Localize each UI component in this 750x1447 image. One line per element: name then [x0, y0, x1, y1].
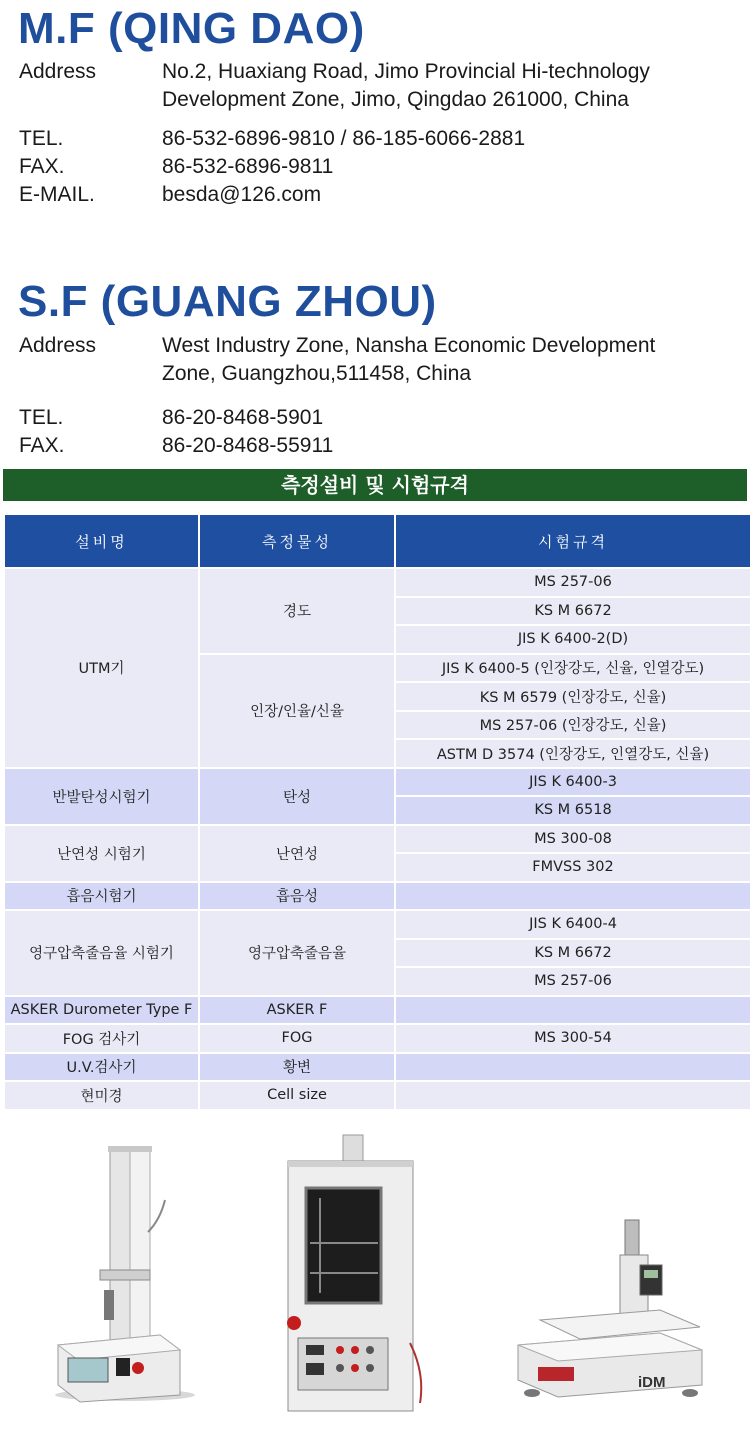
property-cell: Cell size — [199, 1081, 395, 1110]
fog-tester-photo — [280, 1133, 430, 1413]
equipment-cell: UTM기 — [4, 568, 199, 768]
standard-cell: MS 300-54 — [395, 1024, 750, 1053]
tel-value: 86-532-6896-9810 / 86-185-6066-2881 — [162, 127, 526, 150]
utm-machine-photo — [40, 1140, 200, 1405]
address-label: Address — [19, 334, 97, 357]
standard-cell: JIS K 6400-2(D) — [395, 625, 750, 654]
standard-cell: MS 257-06 (인장강도, 신율) — [395, 711, 750, 740]
table-row — [4, 1081, 750, 1110]
tel-label: TEL. — [19, 127, 64, 150]
property-cell: 흡음성 — [199, 882, 395, 911]
address-line-2: Development Zone, Jimo, Qingdao 261000, China — [162, 88, 629, 111]
equipment-cell: U.V.검사기 — [4, 1053, 199, 1082]
address-label: Address — [19, 60, 97, 83]
table-row — [4, 910, 750, 939]
table-row — [4, 882, 750, 911]
fax-label: FAX. — [19, 155, 65, 178]
property-cell: 경도 — [199, 568, 395, 654]
equipment-cell: 난연성 시험기 — [4, 825, 199, 882]
property-cell: ASKER F — [199, 996, 395, 1025]
fax-value: 86-532-6896-9811 — [162, 155, 334, 178]
standard-cell: KS M 6672 — [395, 939, 750, 968]
fax-value: 86-20-8468-55911 — [162, 434, 334, 457]
equipment-cell: 흡음시험기 — [4, 882, 199, 911]
idm-logo: iDM — [638, 1374, 666, 1391]
section-banner: 측정설비 및 시험규격 — [3, 469, 747, 501]
fax-label: FAX. — [19, 434, 65, 457]
address-line-1: West Industry Zone, Nansha Economic Development — [162, 334, 656, 357]
standard-cell: JIS K 6400-3 — [395, 768, 750, 797]
table-row — [4, 1024, 750, 1053]
property-cell: 황변 — [199, 1053, 395, 1082]
header-standard: 시험규격 — [395, 514, 750, 568]
table-row — [4, 568, 750, 597]
standard-cell — [395, 882, 750, 911]
standard-cell: MS 257-06 — [395, 967, 750, 996]
table-row — [4, 825, 750, 854]
equipment-cell: FOG 검사기 — [4, 1024, 199, 1053]
durometer-photo — [510, 1215, 705, 1415]
header-property: 측정물성 — [199, 514, 395, 568]
standard-cell: KS M 6672 — [395, 597, 750, 626]
spec-table — [3, 513, 750, 1111]
standard-cell: ASTM D 3574 (인장강도, 인열강도, 신율) — [395, 739, 750, 768]
property-cell: 난연성 — [199, 825, 395, 882]
tel-value: 86-20-8468-5901 — [162, 406, 324, 429]
header-equipment: 설비명 — [4, 514, 199, 568]
table-row — [4, 768, 750, 797]
standard-cell: FMVSS 302 — [395, 853, 750, 882]
standard-cell: JIS K 6400-5 (인장강도, 신율, 인열강도) — [395, 654, 750, 683]
standard-cell — [395, 996, 750, 1025]
equipment-cell: 반발탄성시험기 — [4, 768, 199, 825]
address-line-2: Zone, Guangzhou,511458, China — [162, 362, 472, 385]
standard-cell: MS 257-06 — [395, 568, 750, 597]
standard-cell — [395, 1081, 750, 1110]
standard-cell: MS 300-08 — [395, 825, 750, 854]
property-cell: FOG — [199, 1024, 395, 1053]
property-cell: 탄성 — [199, 768, 395, 825]
table-body — [4, 568, 750, 1110]
email-value[interactable]: besda@126.com — [162, 183, 322, 206]
email-label: E-MAIL. — [19, 183, 95, 206]
equipment-cell: ASKER Durometer Type F — [4, 996, 199, 1025]
standard-cell: JIS K 6400-4 — [395, 910, 750, 939]
office-title-qingdao: M.F (QING DAO) — [18, 4, 365, 53]
office-title-guangzhou: S.F (GUANG ZHOU) — [18, 277, 437, 326]
standard-cell: KS M 6518 — [395, 796, 750, 825]
standard-cell — [395, 1053, 750, 1082]
property-cell: 인장/인율/신율 — [199, 654, 395, 768]
property-cell: 영구압축줄음율 — [199, 910, 395, 996]
standard-cell: KS M 6579 (인장강도, 신율) — [395, 682, 750, 711]
tel-label: TEL. — [19, 406, 64, 429]
equipment-cell: 영구압축줄음율 시험기 — [4, 910, 199, 996]
table-header-row — [4, 514, 750, 568]
table-row — [4, 996, 750, 1025]
address-line-1: No.2, Huaxiang Road, Jimo Provincial Hi-technology — [162, 60, 650, 83]
equipment-cell: 현미경 — [4, 1081, 199, 1110]
table-row — [4, 1053, 750, 1082]
